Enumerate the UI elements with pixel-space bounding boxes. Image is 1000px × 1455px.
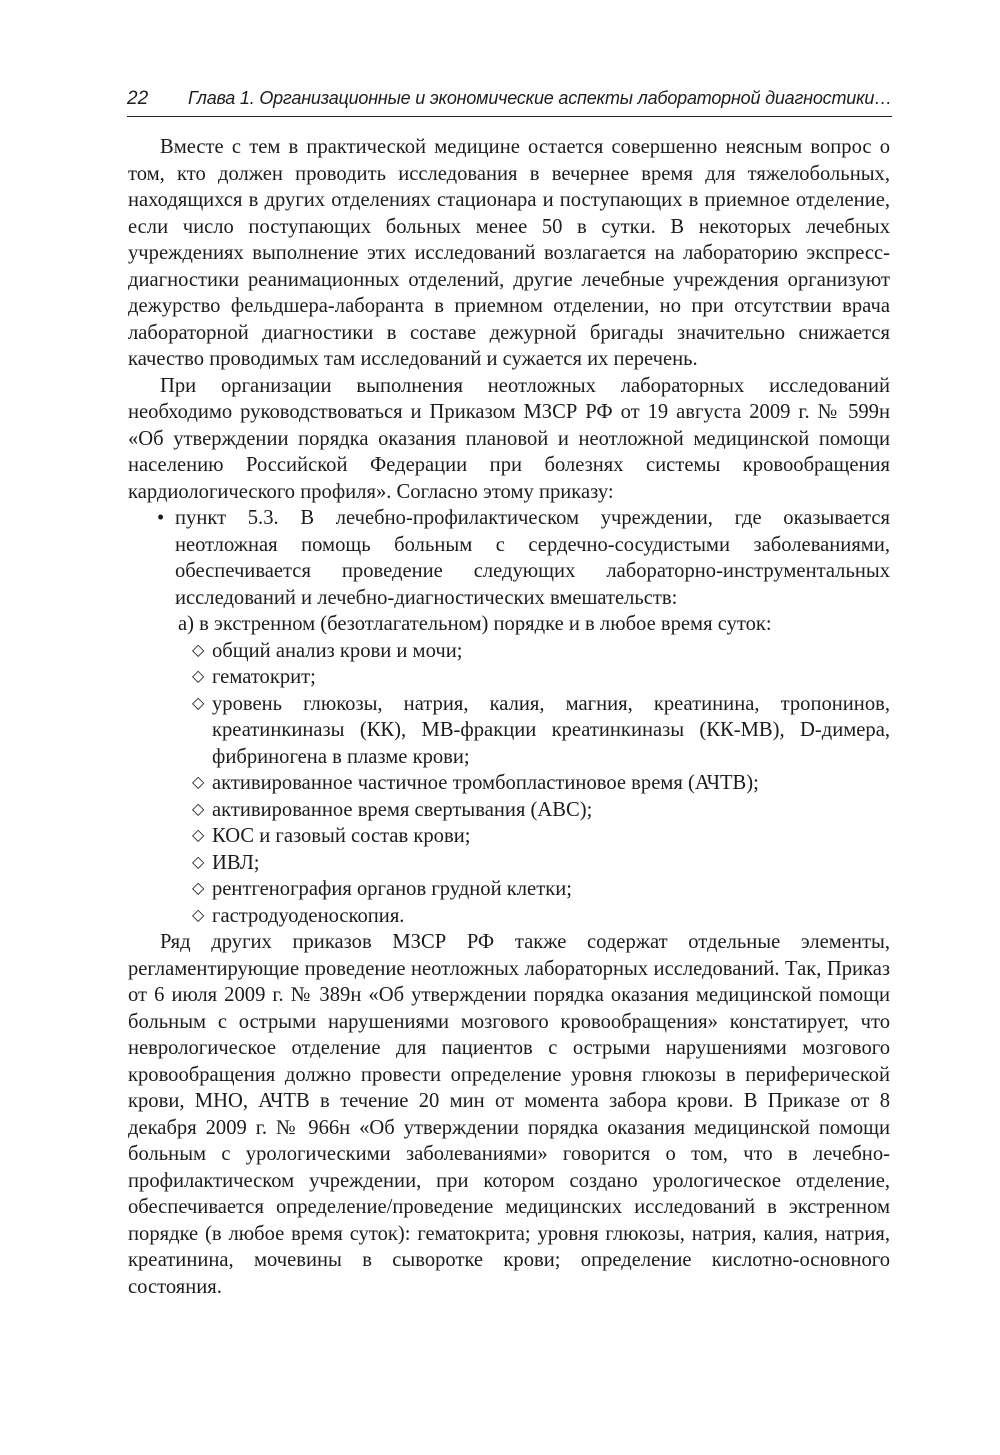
diamond-icon: ◇ — [192, 880, 205, 897]
list-item — [192, 691, 890, 771]
list-item-text: гематокрит; — [212, 666, 316, 688]
running-title: Глава 1. Организационные и экономические аспекты лабораторной диагностики… — [187, 88, 892, 108]
list-item — [192, 797, 890, 824]
diamond-icon: ◇ — [192, 774, 205, 791]
list-item — [192, 903, 890, 930]
list-item-text: активированное время свертывания (АВС); — [212, 798, 593, 821]
list-item — [192, 770, 890, 797]
diamond-icon: ◇ — [192, 827, 205, 844]
list-item — [192, 664, 890, 691]
diamond-icon: ◇ — [192, 668, 205, 685]
list-item — [192, 876, 890, 903]
bullet-item — [128, 505, 890, 611]
list-item-text: активированное частичное тромбопластиновое время (АЧТВ); — [212, 772, 759, 794]
paragraph-3: Ряд других приказов МЗСР РФ также содержат отдельные элементы, регламентирующие проведение неотложных лабораторных исследований. Так, Приказ от 6 июля 2009 г. № 389н «Об утверждении порядка оказания медицинской помощи больным с острыми нарушениями мозгового кровообращения» констатирует, что неврологическое отделение для пациентов с острыми нарушениями мозгового кровообращения должно провести определение уровня глюкозы в периферической крови, МНО, АЧТВ в течение 20 мин от момента забора крови. В Приказе от 8 декабря 2009 г. № 966н «Об утверждении порядка оказания медицинской помощи больным с урологическими заболеваниями» говорится о том, что в лечебно-профилактическом учреждении, при котором создано урологическое отделение, обеспечивается определение/проведение медицинских исследований в экстренном порядке (в любое время суток): гематокрита; уровня глюкозы, натрия, калия, натрия, креатинина, мочевины в сыворотке крови; определение кислотно-основного состояния. — [128, 931, 890, 1298]
list-item-text: общий анализ крови и мочи; — [212, 639, 463, 662]
list-item — [192, 638, 890, 665]
list-item-text: рентгенография органов грудной клетки; — [212, 878, 572, 900]
sub-heading: а) в экстренном (безотлагательном) порядке и в любое время суток: — [178, 613, 772, 635]
bullet-text: пункт 5.3. В лечебно-профилактическом учреждении, где оказывается неотложная помощь больным с сердечно-сосудистыми заболеваниями, обеспечивается проведение следующих лабораторно-инструментальных исследований и лечебно-диагностических вмешательств: — [175, 507, 890, 609]
body-text — [128, 134, 890, 1300]
paragraph-1: Вместе с тем в практической медицине остается совершенно неясным вопрос о том, кто должен проводить исследования в вечернее время для тяжелобольных, находящихся в других отделениях стационара и поступающих в приемное отделение, если число поступающих больных менее 50 в сутки. В некоторых лечебных учреждениях выполнение этих исследований возлагается на лабораторию экспресс-диагностики реанимационных отделений, другие лечебные учреждения организуют дежурство фельдшера-лаборанта в приемном отделении, но при отсутствии врача лабораторной диагностики в составе дежурной бригады значительно снижается качество проводимых там исследований и сужается их перечень. — [128, 136, 890, 370]
bullet-icon: • — [157, 507, 165, 529]
list-item-text: гастродуоденоскопия. — [212, 904, 405, 927]
list-item-text: уровень глюкозы, натрия, калия, магния, креатинина, тропонинов, креатинкиназы (КК), МВ-фракции креатинкиназы (КК-МВ), D-димера, фибриногена в плазме крови; — [212, 692, 890, 768]
page-number: 22 — [127, 88, 149, 109]
diamond-icon: ◇ — [192, 641, 205, 659]
diamond-icon: ◇ — [192, 800, 205, 818]
page-header — [127, 86, 892, 117]
diamond-icon: ◇ — [192, 694, 205, 712]
paragraph-2: При организации выполнения неотложных лабораторных исследований необходимо руководствоваться и Приказом МЗСР РФ от 19 августа 2009 г. № 599н «Об утверждении порядка оказания плановой и неотложной медицинской помощи населению Российской Федерации при болезнях системы кровообращения кардиологического профиля». Согласно этому приказу: — [128, 374, 890, 503]
diamond-icon: ◇ — [192, 853, 205, 871]
test-list — [128, 638, 890, 930]
list-item — [192, 823, 890, 850]
list-item-text: КОС и газовый состав крови; — [212, 825, 471, 847]
list-item — [192, 850, 890, 877]
diamond-icon: ◇ — [192, 906, 205, 924]
list-item-text: ИВЛ; — [212, 851, 260, 874]
